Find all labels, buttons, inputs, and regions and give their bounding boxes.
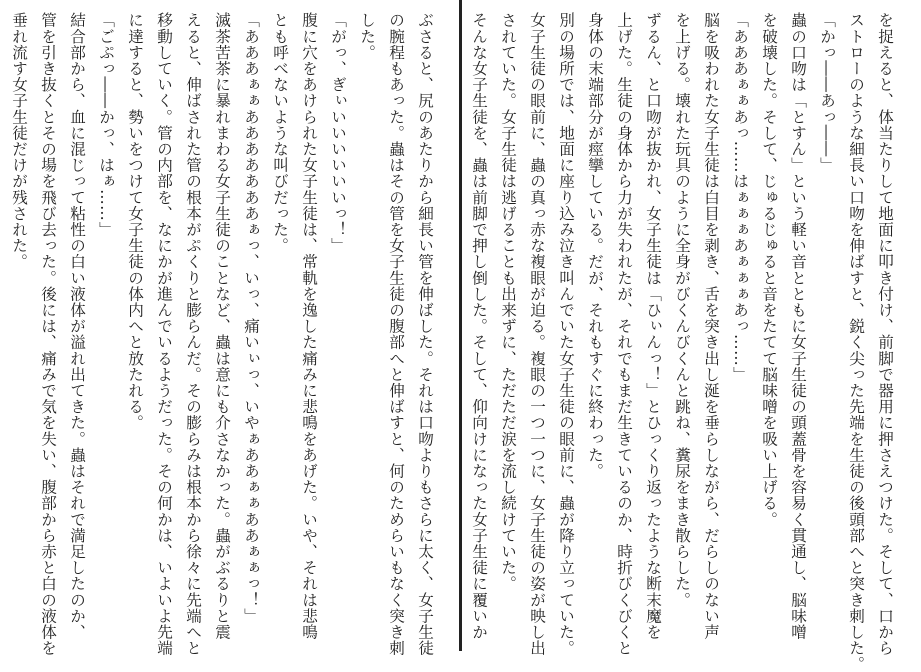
left-page-text bbox=[4, 12, 439, 656]
text-line: 「あああぁぁあっ……はぁぁぁあぁぁぁあっ……」 bbox=[731, 12, 749, 383]
text-line: を破壊した。そして、じゅるじゅると音をたてて脳味噌を吸い上げる。 bbox=[760, 12, 778, 528]
right-page-text bbox=[464, 12, 899, 672]
text-line: されていた。女子生徒は逃げることも出来ずに、ただただ涙を流し続けていた。 bbox=[499, 12, 517, 592]
text-line: 「がっ、ぎぃいいいいいいっ！」 bbox=[329, 12, 347, 254]
text-line: 移動していく。管の内部を、なにかが進んでいるようだった。その何かは、いよいよ先端 bbox=[155, 12, 173, 656]
text-line: とも呼べないような叫びだった。 bbox=[271, 12, 289, 254]
text-line: の腕程もあった。蟲はその管を女子生徒の腹部へと伸ばすと、何のためらいもなく突き刺 bbox=[387, 12, 405, 656]
text-line: 身体の末端部分が痙攣している。だが、それもすぐに終わった。 bbox=[586, 12, 604, 479]
text-line: そんな女子生徒を、蟲は前脚で押し倒した。そして、仰向けになった女子生徒に覆いか bbox=[470, 12, 488, 640]
text-line: 別の場所では、地面に座り込み泣き叫んでいた女子生徒の眼前に、蟲が降り立っていた。 bbox=[557, 12, 575, 656]
text-line: 管を引き抜くとその場を飛び去った。後には、痛みで気を失い、腹部から赤と白の液体を bbox=[39, 12, 57, 656]
text-line: ストローのような細長い口吻を伸ばすと、鋭く尖った先端を生徒の後頭部へと突き刺した。 bbox=[847, 12, 865, 672]
text-line: に達すると、勢いをつけて女子生徒の体内へと放たれる。 bbox=[126, 12, 144, 431]
text-line: 女子生徒の眼前に、蟲の真っ赤な複眼が迫る。複眼の一つ一つに、女子生徒の姿が映し出 bbox=[528, 12, 546, 656]
text-line: えると、伸ばされた管の根本がぷくりと膨らんだ。その膨らみは根本から徐々に先端へと bbox=[184, 12, 202, 656]
text-line: 滅茶苦茶に暴れまわる女子生徒のことなど、蟲は意にも介さなかった。蟲がぶるりと震 bbox=[213, 12, 231, 640]
text-line: 上げた。生徒の身体から力が失われたが、それでもまだ生きているのか、時折びくびくと bbox=[615, 12, 633, 656]
text-line: ずるん、と口吻が抜かれ、女子生徒は「ひぃんっ！」とひっくり返ったような断末魔を bbox=[644, 12, 662, 640]
text-line: した。 bbox=[358, 12, 376, 61]
text-line: 「あああぁぁあああああああぁっ、いっ、痛いぃっ、いやぁああぁぁああぁぁっ！」 bbox=[242, 12, 260, 624]
text-line: を捉えると、体当たりして地面に叩き付け、前脚で器用に押さえつけた。そして、口から bbox=[876, 12, 894, 656]
text-line: 垂れ流す女子生徒だけが残された。 bbox=[10, 12, 28, 270]
right-page bbox=[462, 0, 921, 672]
text-line: 蟲の口吻は「とすん」という軽い音とともに女子生徒の頭蓋骨を容易く貫通し、脳味噌 bbox=[789, 12, 807, 640]
left-page bbox=[0, 0, 459, 656]
text-line: ぶさると、尻のあたりから細長い管を伸ばした。それは口吻よりもさらに太く、女子生徒 bbox=[416, 12, 434, 656]
text-line: 「ごぷっ――かっ、はぁ……」 bbox=[97, 12, 115, 238]
text-line: 結合部から、血に混じって粘性の白い液体が溢れ出てきた。蟲はそれで満足したのか、 bbox=[68, 12, 86, 640]
text-line: 腹に穴をあけられた女子生徒は、常軌を逸した痛みに悲鳴をあげた。いや、それは悲鳴 bbox=[300, 12, 318, 640]
text-line: を上げる。壊れた玩具のように全身がびくんびくんと跳ね、糞尿をまき散らした。 bbox=[673, 12, 691, 608]
text-line: 脳を吸われた女子生徒は白目を剥き、舌を突き出し涎を垂らしながら、だらしのない声 bbox=[702, 12, 720, 640]
text-line: 「かっ――あっ――」 bbox=[818, 12, 836, 173]
